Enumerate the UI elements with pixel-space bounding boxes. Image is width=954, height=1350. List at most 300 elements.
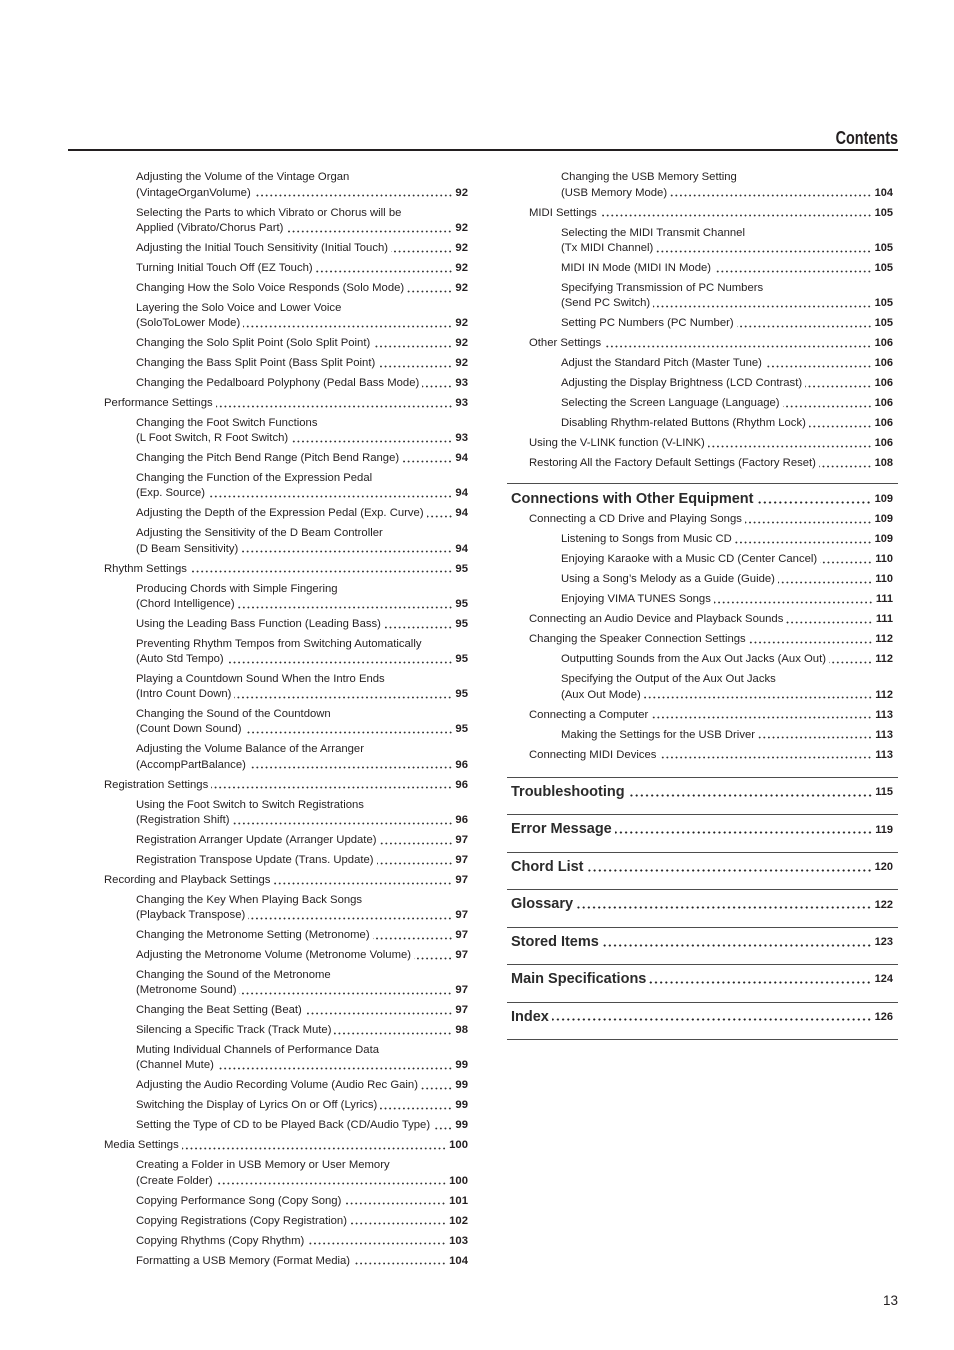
page-number: 97	[455, 949, 468, 962]
toc-subentry	[104, 853, 468, 868]
entry-title: Selecting the MIDI Transmit Channel	[561, 226, 745, 239]
entry-title: Registration Settings	[104, 778, 209, 791]
dot-leader	[653, 305, 871, 308]
entry-line	[561, 552, 893, 567]
toc-subentry	[104, 1078, 468, 1093]
section-heading-row	[507, 895, 893, 913]
entry-line	[136, 336, 468, 351]
entry-title-continued: (Channel Mute)	[136, 1059, 214, 1072]
toc-subentry	[104, 1023, 468, 1038]
entry-title: Adjusting the Depth of the Expression Pedal (Exp. Curve)	[136, 507, 424, 520]
entry-line	[136, 617, 468, 632]
toc-subentry	[507, 170, 893, 200]
entry-line	[136, 687, 468, 702]
toc-subentry	[507, 281, 893, 311]
page-number: 105	[874, 317, 893, 329]
dot-leader	[735, 541, 872, 544]
section-heading-row	[507, 1008, 893, 1026]
page-number: 111	[875, 613, 893, 626]
toc-subentry	[507, 416, 893, 431]
toc-section	[507, 777, 898, 814]
page-number: 106	[874, 357, 893, 369]
entry-title: Recording and Playback Settings	[104, 873, 271, 886]
toc-subentry	[507, 316, 893, 331]
section-title: Error Message	[511, 821, 612, 838]
page-number: 92	[455, 221, 468, 234]
section-heading-row	[507, 783, 893, 801]
entry-title-continued: (L Foot Switch, R Foot Switch)	[136, 432, 289, 445]
page-number: 97	[455, 853, 468, 866]
entry-title: Changing the Beat Setting (Beat)	[136, 1004, 302, 1017]
toc-subentry	[104, 582, 468, 612]
toc-entry	[507, 748, 893, 763]
dot-leader	[819, 465, 872, 468]
page-number: 106	[874, 417, 893, 429]
dot-leader	[245, 731, 453, 734]
entry-title: Enjoying Karaoke with a Music CD (Center Cancel)	[561, 553, 818, 566]
page-number: 97	[455, 909, 468, 922]
entry-line	[136, 356, 468, 371]
section-title: Index	[511, 1008, 549, 1025]
page-number: 113	[875, 728, 893, 741]
section-title: Chord List	[511, 858, 584, 875]
dot-leader	[576, 906, 872, 909]
section-page-number: 124	[874, 973, 893, 986]
page-number: 97	[455, 873, 468, 886]
toc-subentry	[507, 226, 893, 256]
entry-title: Adjusting the Display Brightness (LCD Contrast)	[561, 377, 803, 389]
entry-title: Creating a Folder in USB Memory or User Memory	[136, 1159, 390, 1172]
toc-subentry	[104, 1098, 468, 1113]
entry-title: Performance Settings	[104, 397, 213, 409]
section-page-number: 123	[874, 935, 893, 948]
entry-title: Adjusting the Volume Balance of the Arranger	[136, 743, 364, 756]
toc-subentry	[104, 833, 468, 848]
page-number-footer: 13	[882, 1293, 898, 1308]
dot-leader	[208, 495, 452, 498]
entry-title: Changing the USB Memory Setting	[561, 171, 737, 184]
entry-line	[104, 873, 468, 888]
dot-leader	[227, 661, 453, 664]
dot-leader	[414, 957, 452, 960]
dot-leader	[783, 405, 872, 408]
entry-title: Connecting MIDI Devices	[529, 748, 657, 761]
dot-leader	[422, 385, 452, 388]
entry-line	[136, 1234, 468, 1249]
entry-title: Setting the Type of CD to be Played Back (CD/Audio Type)	[136, 1119, 431, 1132]
dot-leader	[427, 515, 453, 518]
page-number: 94	[455, 542, 468, 555]
toc-subentry	[104, 893, 468, 923]
entry-title: Producing Chords with Simple Fingering	[136, 582, 338, 595]
entry-line	[561, 376, 893, 391]
toc-section	[507, 889, 898, 926]
entry-title: Changing How the Solo Voice Responds (Solo Mode)	[136, 281, 405, 294]
entry-title: Adjusting the Sensitivity of the D Beam Controller	[136, 527, 383, 540]
entry-line	[136, 281, 468, 296]
toc-subentry	[507, 592, 893, 607]
section-page-number: 119	[875, 823, 893, 836]
entry-line	[136, 261, 468, 276]
entry-title-continued: (AccompPartBalance)	[136, 758, 246, 771]
page-number: 95	[455, 688, 468, 701]
page-number: 110	[875, 553, 893, 566]
dot-leader	[234, 696, 452, 699]
toc-section	[507, 1002, 898, 1040]
entry-title: Changing the Speaker Connection Settings	[529, 633, 746, 646]
entry-line	[529, 336, 893, 351]
page-number: 94	[455, 487, 468, 500]
section-page-number: 120	[874, 861, 893, 874]
toc-subentry	[104, 617, 468, 632]
entry-title: MIDI IN Mode (MIDI IN Mode)	[561, 261, 712, 274]
entry-line	[136, 652, 468, 667]
entry-title: Formatting a USB Memory (Format Media)	[136, 1254, 351, 1267]
page-title-text: Contents	[835, 128, 898, 148]
page-number: 93	[455, 397, 468, 409]
entry-title: Switching the Display of Lyrics On or Off (Lyrics)	[136, 1099, 378, 1112]
toc-section	[507, 964, 898, 1001]
dot-leader	[380, 1107, 452, 1110]
dot-leader	[243, 325, 452, 328]
dot-leader	[377, 862, 453, 865]
page-title	[820, 128, 898, 148]
toc-subentry	[507, 376, 893, 391]
entry-title: Restoring All the Factory Default Settings (Factory Reset)	[529, 457, 816, 469]
entry-title-continued: (Send PC Switch)	[561, 297, 651, 309]
entry-title: Copying Rhythms (Copy Rhythm)	[136, 1234, 305, 1247]
entry-title: Turning Initial Touch Off (EZ Touch)	[136, 261, 313, 274]
page-number: 106	[874, 397, 893, 409]
entry-line	[561, 688, 893, 703]
dot-leader	[714, 601, 873, 604]
dot-leader	[587, 869, 872, 872]
toc-section	[507, 852, 898, 889]
toc-subentry	[104, 1158, 468, 1188]
entry-title: Adjusting the Metronome Volume (Metronome Volume)	[136, 949, 412, 962]
entry-title: Using the Foot Switch to Switch Registrations	[136, 798, 364, 811]
entry-line	[104, 562, 468, 577]
entry-line	[136, 376, 468, 391]
entry-line	[136, 1174, 468, 1189]
entry-title: Playing a Countdown Sound When the Intro Ends	[136, 673, 385, 686]
entry-line	[561, 652, 893, 667]
page-number: 106	[874, 377, 893, 389]
toc-entry	[507, 206, 893, 221]
page-number: 95	[455, 653, 468, 666]
toc-subentry	[104, 416, 468, 446]
page-number: 97	[455, 1004, 468, 1017]
entry-line	[136, 542, 468, 557]
page-number: 102	[449, 1214, 468, 1227]
entry-title-continued: (Metronome Sound)	[136, 984, 237, 997]
page-number: 113	[875, 748, 893, 761]
entry-title: Changing the Solo Split Point (Solo Split Point)	[136, 337, 371, 349]
dot-leader	[615, 831, 873, 834]
section-title: Glossary	[511, 896, 574, 913]
toc-subentry	[104, 506, 468, 521]
dot-leader	[305, 1012, 453, 1015]
entry-line	[136, 928, 468, 943]
entry-title: Selecting the Screen Language (Language)	[561, 397, 780, 409]
entry-line	[136, 813, 468, 828]
toc-subentry	[507, 396, 893, 411]
toc-subentry	[104, 376, 468, 391]
page-number: 92	[455, 281, 468, 294]
entry-title: MIDI Settings	[529, 206, 597, 219]
entry-title-continued: (Aux Out Mode)	[561, 688, 641, 701]
dot-leader	[249, 766, 453, 769]
toc-subentry	[104, 170, 468, 200]
dot-leader	[829, 661, 872, 664]
toc-subentry	[104, 707, 468, 737]
dot-leader	[820, 561, 872, 564]
dot-leader	[778, 581, 872, 584]
entry-title: Layering the Solo Voice and Lower Voice	[136, 301, 342, 314]
dot-leader	[758, 736, 872, 739]
entry-title: Changing the Pitch Bend Range (Pitch Bend Range)	[136, 452, 400, 465]
toc-subentry	[104, 241, 468, 256]
entry-line	[136, 241, 468, 256]
dot-leader	[353, 1262, 446, 1265]
toc-subentry	[104, 928, 468, 943]
section-page-number: 109	[874, 493, 893, 506]
entry-title: Using a Song’s Melody as a Guide (Guide)	[561, 573, 775, 586]
page-number: 96	[455, 758, 468, 771]
page-number: 92	[455, 357, 468, 369]
toc-subentry	[507, 261, 893, 276]
entry-line	[136, 316, 468, 331]
entry-line	[136, 1254, 468, 1269]
dot-leader	[373, 345, 452, 348]
entry-line	[136, 1194, 468, 1209]
dot-leader	[344, 1202, 446, 1205]
dot-leader	[714, 270, 872, 273]
toc-subentry	[507, 672, 893, 702]
section-title: Connections with Other Equipment	[511, 491, 754, 507]
page-number: 94	[455, 507, 468, 520]
dot-leader	[433, 1127, 452, 1130]
page-number: 95	[455, 562, 468, 575]
entry-title-continued: (Exp. Source)	[136, 487, 206, 500]
entry-line	[136, 597, 468, 612]
entry-title: Changing the Pedalboard Polyphony (Pedal Bass Mode)	[136, 377, 420, 389]
page-number: 99	[455, 1099, 468, 1112]
dot-leader	[182, 1147, 446, 1150]
toc-subentry	[104, 526, 468, 556]
entry-title: Setting PC Numbers (PC Number)	[561, 317, 734, 329]
page-number: 109	[874, 513, 893, 526]
dot-leader	[809, 425, 872, 428]
entry-title: Other Settings	[529, 337, 602, 349]
entry-title: Outputting Sounds from the Aux Out Jacks (Aux Out)	[561, 653, 826, 666]
toc-subentry	[507, 572, 893, 587]
toc-entry	[507, 612, 893, 627]
entry-title: Copying Performance Song (Copy Song)	[136, 1194, 342, 1207]
toc-subentry	[104, 1254, 468, 1269]
entry-line	[136, 758, 468, 773]
entry-title-continued: (VintageOrganVolume)	[136, 186, 251, 199]
page-number: 112	[875, 633, 893, 646]
page-number: 109	[874, 533, 893, 546]
toc-entry	[507, 436, 893, 451]
toc-subentry	[507, 532, 893, 547]
entry-line	[104, 1138, 468, 1153]
entry-title: Using the Leading Bass Function (Leading Bass)	[136, 617, 381, 630]
page-number: 92	[455, 261, 468, 274]
section-heading-row	[507, 820, 893, 838]
entry-line	[529, 456, 893, 471]
entry-title-continued: (Playback Transpose)	[136, 909, 246, 922]
page-number: 97	[455, 984, 468, 997]
section-heading-row	[507, 858, 893, 876]
entry-title: Selecting the Parts to which Vibrato or Chorus will be	[136, 206, 402, 219]
dot-leader	[756, 501, 871, 504]
entry-line	[136, 506, 468, 521]
right-column	[507, 170, 898, 476]
entry-line	[136, 186, 468, 201]
toc-subentry	[104, 336, 468, 351]
entry-title-continued: (SoloToLower Mode)	[136, 317, 241, 329]
toc-subentry	[104, 1194, 468, 1209]
dot-leader	[737, 325, 872, 328]
dot-leader	[211, 786, 452, 789]
toc-subentry	[507, 728, 893, 743]
dot-leader	[254, 194, 453, 197]
section-entries	[507, 512, 893, 762]
dot-leader	[656, 250, 871, 253]
entry-title-continued: (Auto Std Tempo)	[136, 653, 224, 666]
page-number: 104	[874, 186, 893, 199]
entry-title: Rhythm Settings	[104, 562, 187, 575]
entry-line	[561, 296, 893, 311]
entry-line	[136, 1078, 468, 1093]
section-heading-row	[507, 933, 893, 951]
entry-title: Specifying Transmission of PC Numbers	[561, 281, 764, 294]
page-number: 106	[874, 437, 893, 449]
dot-leader	[407, 290, 452, 293]
toc-subentry	[507, 356, 893, 371]
section-title: Stored Items	[511, 933, 599, 950]
entry-title: Disabling Rhythm-related Buttons (Rhythm Lock)	[561, 417, 806, 429]
entry-title: Connecting a Computer	[529, 708, 649, 721]
dot-leader	[421, 1087, 452, 1090]
entry-line	[136, 1098, 468, 1113]
entry-line	[561, 396, 893, 411]
section-heading-row	[507, 970, 893, 988]
entry-title: Adjust the Standard Pitch (Master Tune)	[561, 357, 762, 369]
entry-line	[561, 356, 893, 371]
toc-subentry	[507, 652, 893, 667]
entry-title: Changing the Bass Split Point (Bass Split Point)	[136, 357, 376, 369]
entry-title: Registration Transpose Update (Trans. Update)	[136, 853, 374, 866]
entry-line	[136, 1214, 468, 1229]
dot-leader	[316, 270, 453, 273]
entry-line	[561, 261, 893, 276]
toc-entry	[104, 873, 468, 888]
entry-title-continued: (Intro Count Down)	[136, 688, 232, 701]
entry-title-continued: (D Beam Sensitivity)	[136, 542, 239, 555]
page-number: 96	[455, 813, 468, 826]
page-number: 113	[875, 708, 893, 721]
section-page-number: 115	[875, 786, 893, 799]
dot-leader	[649, 981, 871, 984]
toc-subentry	[104, 261, 468, 276]
entry-title-continued: (Registration Shift)	[136, 813, 230, 826]
dot-leader	[745, 521, 872, 524]
toc-section	[507, 927, 898, 964]
dot-leader	[786, 621, 873, 624]
dot-leader	[239, 992, 452, 995]
entry-title: Silencing a Specific Track (Track Mute)	[136, 1024, 332, 1037]
dot-leader	[378, 365, 452, 368]
entry-line	[136, 722, 468, 737]
page-number: 100	[449, 1174, 468, 1187]
toc-entry	[507, 512, 893, 527]
entry-title: Copying Registrations (Copy Registration)	[136, 1214, 347, 1227]
entry-line	[561, 186, 893, 201]
page-number: 97	[455, 929, 468, 942]
page-number: 92	[455, 337, 468, 349]
dot-leader	[391, 250, 452, 253]
toc-subentry	[104, 1118, 468, 1133]
page-number: 103	[449, 1234, 468, 1247]
page-number: 110	[875, 573, 893, 586]
entry-title: Preventing Rhythm Tempos from Switching Automatically	[136, 637, 422, 650]
entry-title-continued: (Create Folder)	[136, 1174, 213, 1187]
page-number: 105	[874, 261, 893, 274]
page-number: 92	[455, 186, 468, 199]
page-number: 95	[455, 617, 468, 630]
toc-subentry	[104, 1214, 468, 1229]
entry-title: Connecting an Audio Device and Playback Sounds	[529, 613, 784, 626]
page-number: 94	[455, 452, 468, 465]
page-number: 111	[875, 593, 893, 606]
entry-line	[561, 592, 893, 607]
entry-line	[561, 572, 893, 587]
entry-line	[136, 451, 468, 466]
dot-leader	[334, 1032, 452, 1035]
entry-line	[529, 748, 893, 763]
page-number: 112	[875, 653, 893, 666]
toc-subentry	[104, 968, 468, 998]
entry-title-continued: (USB Memory Mode)	[561, 186, 668, 199]
dot-leader	[765, 365, 872, 368]
toc-subentry	[104, 798, 468, 828]
toc-entry	[104, 562, 468, 577]
toc-entry	[507, 456, 893, 471]
entry-line	[561, 416, 893, 431]
page-number: 95	[455, 597, 468, 610]
page-number: 98	[455, 1024, 468, 1037]
entry-line	[561, 532, 893, 547]
page-number: 99	[455, 1059, 468, 1072]
dot-leader	[402, 460, 452, 463]
entry-title: Registration Arranger Update (Arranger Update)	[136, 833, 377, 846]
entry-title: Changing the Function of the Expression Pedal	[136, 472, 373, 485]
dot-leader	[670, 194, 872, 197]
toc-section	[507, 483, 898, 777]
entry-line	[529, 632, 893, 647]
dot-leader	[604, 345, 871, 348]
page-number: 99	[455, 1119, 468, 1132]
entry-title-continued: Applied (Vibrato/Chorus Part)	[136, 221, 284, 234]
page-number: 92	[455, 317, 468, 329]
toc-subentry	[104, 451, 468, 466]
toc-subentry	[104, 471, 468, 501]
page-number: 104	[449, 1254, 468, 1267]
dot-leader	[248, 917, 452, 920]
